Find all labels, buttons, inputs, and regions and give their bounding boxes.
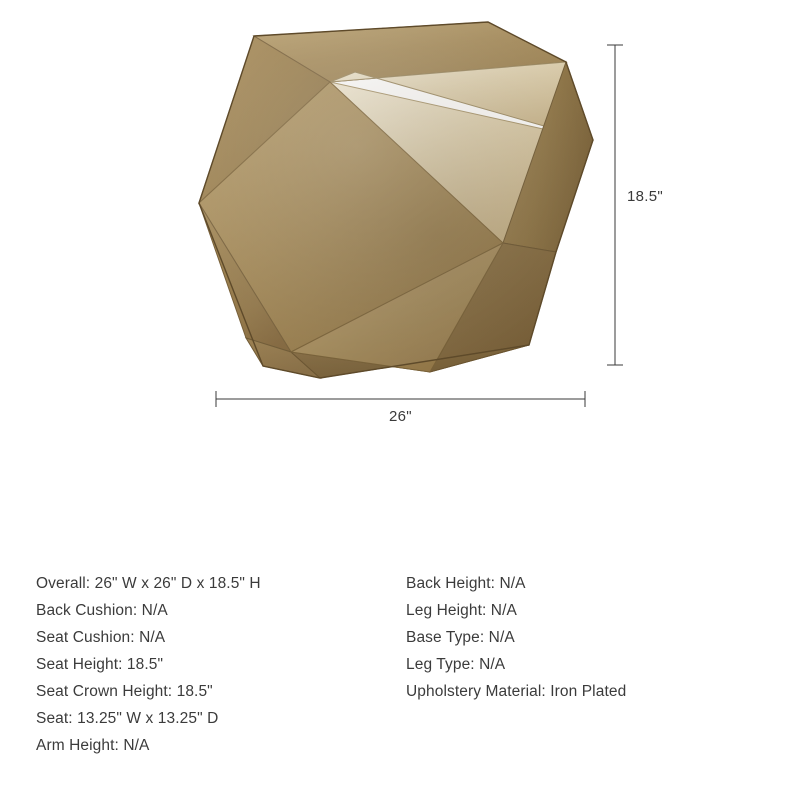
spec-item-seat: Seat: 13.25" W x 13.25" D xyxy=(36,710,219,727)
spec-item-seat-height: Seat Height: 18.5" xyxy=(36,656,164,673)
spec-column-right xyxy=(406,570,786,759)
spec-item-overall: Overall: 26" W x 26" D x 18.5" H xyxy=(36,575,261,592)
spec-item-seat-cushion: Seat Cushion: N/A xyxy=(36,629,166,646)
spec-item-back-height: Back Height: N/A xyxy=(406,575,526,592)
spec-item-seat-crown-height: Seat Crown Height: 18.5" xyxy=(36,683,213,700)
patina-shadow xyxy=(199,22,593,378)
spec-item-back-cushion: Back Cushion: N/A xyxy=(36,602,168,619)
spec-item-leg-height: Leg Height: N/A xyxy=(406,602,517,619)
table-facets xyxy=(199,22,593,378)
spec-item-upholstery-material: Upholstery Material: Iron Plated xyxy=(406,683,627,700)
specification-list xyxy=(0,570,800,759)
spec-item-leg-type: Leg Type: N/A xyxy=(406,656,506,673)
width-dimension-label: 26" xyxy=(389,408,412,425)
spec-item-base-type: Base Type: N/A xyxy=(406,629,515,646)
spec-item-arm-height: Arm Height: N/A xyxy=(36,737,150,754)
spec-column-left xyxy=(36,570,406,759)
height-dimension-label: 18.5" xyxy=(627,188,664,205)
